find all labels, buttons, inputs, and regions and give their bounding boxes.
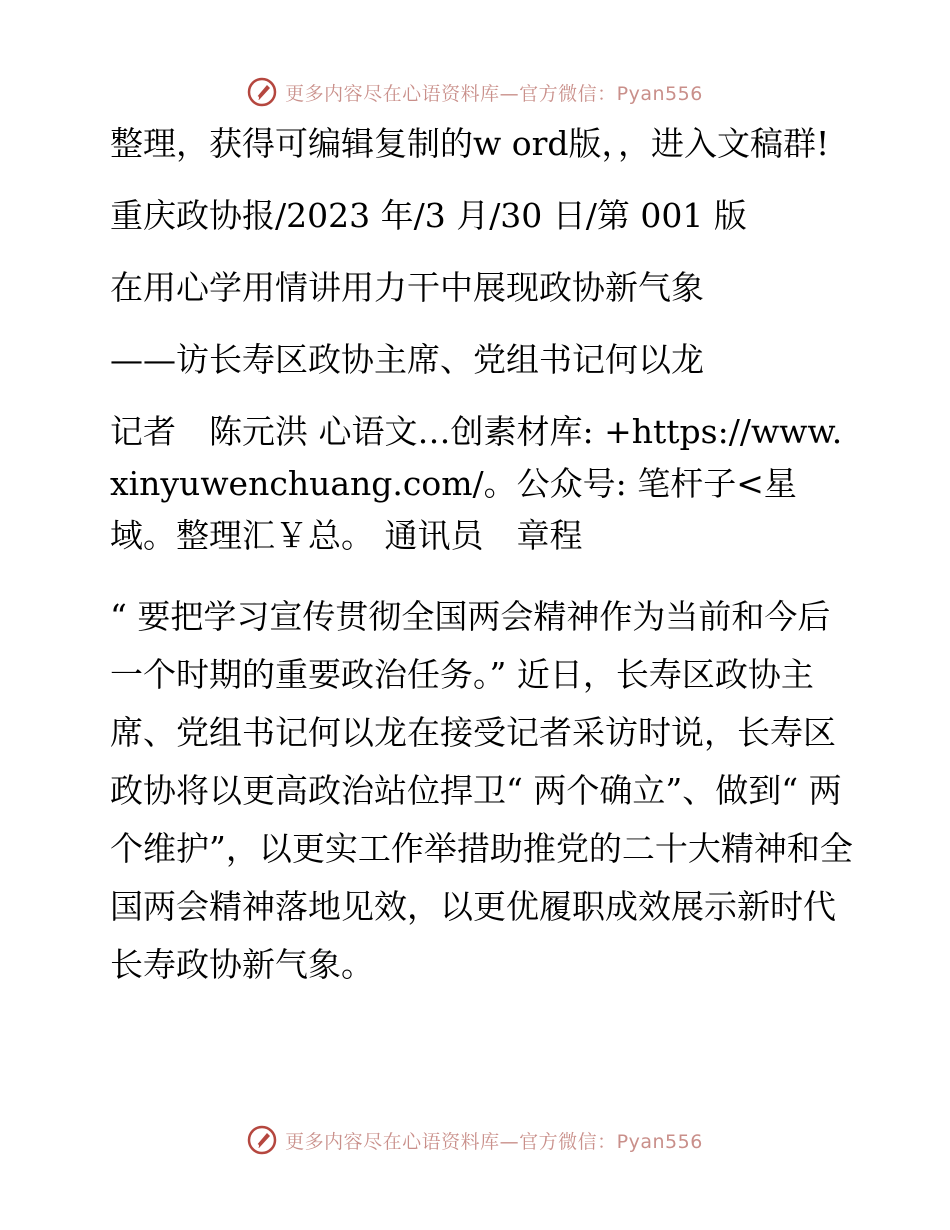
footer-watermark [0,1120,950,1160]
pen-logo-icon [247,77,277,107]
article-subheadline: ——访长寿区政协主席、党组书记何以龙 [110,340,704,379]
body-paragraph: “ 要把学习宣传贯彻全国两会精神作为当前和今后一个时期的重要政治任务。” 近日，长寿区政协主席、党组书记何以龙在接受记者采访时说，长寿区政协将以更高政治站位捍卫“ 两个确立”、做到“ 两个维护”，以更实工作举措助推党的二十大精神和全国两会精神落地见效，以更优履职成效展示新时代长寿政协新气象。 [110,597,853,984]
article-headline: 在用心学用情讲用力干中展现政协新气象 [110,268,704,307]
watermark-text: 更多内容尽在心语资料库—官方微信：Pyan556 [285,1130,703,1153]
watermark-text: 更多内容尽在心语资料库—官方微信：Pyan556 [285,82,703,105]
document-body [96,118,856,994]
intro-note: 整理，获得可编辑复制的w ord版，，进入文稿群! [110,124,830,163]
header-watermark [0,72,950,112]
source-line: 重庆政协报/2023 年/3 月/30 日/第 001 版 [110,196,747,235]
pen-logo-icon [247,1125,277,1155]
byline: 记者 陈元洪 心语文…创素材库: +https://www.xinyuwenchuang.com/。公众号: 笔杆子<星域。整理汇￥总。 通讯员 章程 [110,412,843,555]
